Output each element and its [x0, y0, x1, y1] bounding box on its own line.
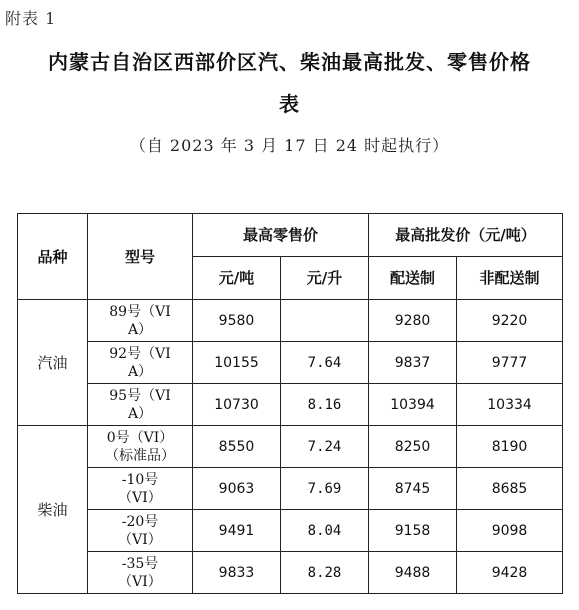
- page-title: 内蒙古自治区西部价区汽、柴油最高批发、零售价格: [48, 50, 531, 74]
- delivery-cell: 9280: [369, 300, 457, 342]
- effective-date-subtitle: （自 2023 年 3 月 17 日 24 时起执行）: [129, 136, 450, 155]
- non-delivery-cell: 9220: [457, 300, 563, 342]
- delivery-cell: 10394: [369, 384, 457, 426]
- retail-ton-cell: 8550: [193, 426, 281, 468]
- delivery-cell: 8250: [369, 426, 457, 468]
- table-row: [18, 468, 563, 510]
- annex-label: 附表 1: [5, 9, 57, 28]
- table-row: [18, 510, 563, 552]
- model-cell: 95号（VI A）: [88, 384, 193, 426]
- delivery-cell: 9837: [369, 342, 457, 384]
- delivery-cell: 9158: [369, 510, 457, 552]
- model-cell: 0号（VI） （标准品）: [88, 426, 193, 468]
- header-delivery: 配送制: [369, 257, 457, 300]
- table-row: [18, 384, 563, 426]
- non-delivery-cell: 8685: [457, 468, 563, 510]
- retail-liter-cell: 7.64: [281, 342, 369, 384]
- header-per-ton: 元/吨: [193, 257, 281, 300]
- table-row: [18, 552, 563, 594]
- model-cell: -10号 （VI）: [88, 468, 193, 510]
- retail-liter-cell: 7.24: [281, 426, 369, 468]
- header-variety: 品种: [18, 214, 88, 300]
- non-delivery-cell: 10334: [457, 384, 563, 426]
- header-non-delivery: 非配送制: [457, 257, 563, 300]
- non-delivery-cell: 8190: [457, 426, 563, 468]
- model-cell: -35号 （VI）: [88, 552, 193, 594]
- retail-liter-cell: 8.16: [281, 384, 369, 426]
- table-row: [18, 300, 563, 342]
- model-cell: -20号 （VI）: [88, 510, 193, 552]
- header-retail: 最高零售价: [193, 214, 369, 257]
- non-delivery-cell: 9428: [457, 552, 563, 594]
- retail-liter-cell: 8.28: [281, 552, 369, 594]
- category-diesel: 柴油: [18, 426, 88, 594]
- delivery-cell: 9488: [369, 552, 457, 594]
- model-cell: 89号（VI A）: [88, 300, 193, 342]
- retail-ton-cell: 9491: [193, 510, 281, 552]
- delivery-cell: 8745: [369, 468, 457, 510]
- retail-ton-cell: 9063: [193, 468, 281, 510]
- table-row: [18, 342, 563, 384]
- retail-liter-cell: 8.04: [281, 510, 369, 552]
- retail-ton-cell: 9580: [193, 300, 281, 342]
- non-delivery-cell: 9777: [457, 342, 563, 384]
- retail-liter-cell: 7.69: [281, 468, 369, 510]
- category-gasoline: 汽油: [18, 300, 88, 426]
- table-row: [18, 426, 563, 468]
- price-table: [17, 213, 563, 594]
- model-cell: 92号（VI A）: [88, 342, 193, 384]
- header-model: 型号: [88, 214, 193, 300]
- retail-ton-cell: 10730: [193, 384, 281, 426]
- retail-ton-cell: 9833: [193, 552, 281, 594]
- header-wholesale: 最高批发价（元/吨）: [369, 214, 563, 257]
- page-title-continuation: 表: [279, 92, 300, 116]
- retail-ton-cell: 10155: [193, 342, 281, 384]
- non-delivery-cell: 9098: [457, 510, 563, 552]
- header-per-liter: 元/升: [281, 257, 369, 300]
- retail-liter-cell: [281, 300, 369, 342]
